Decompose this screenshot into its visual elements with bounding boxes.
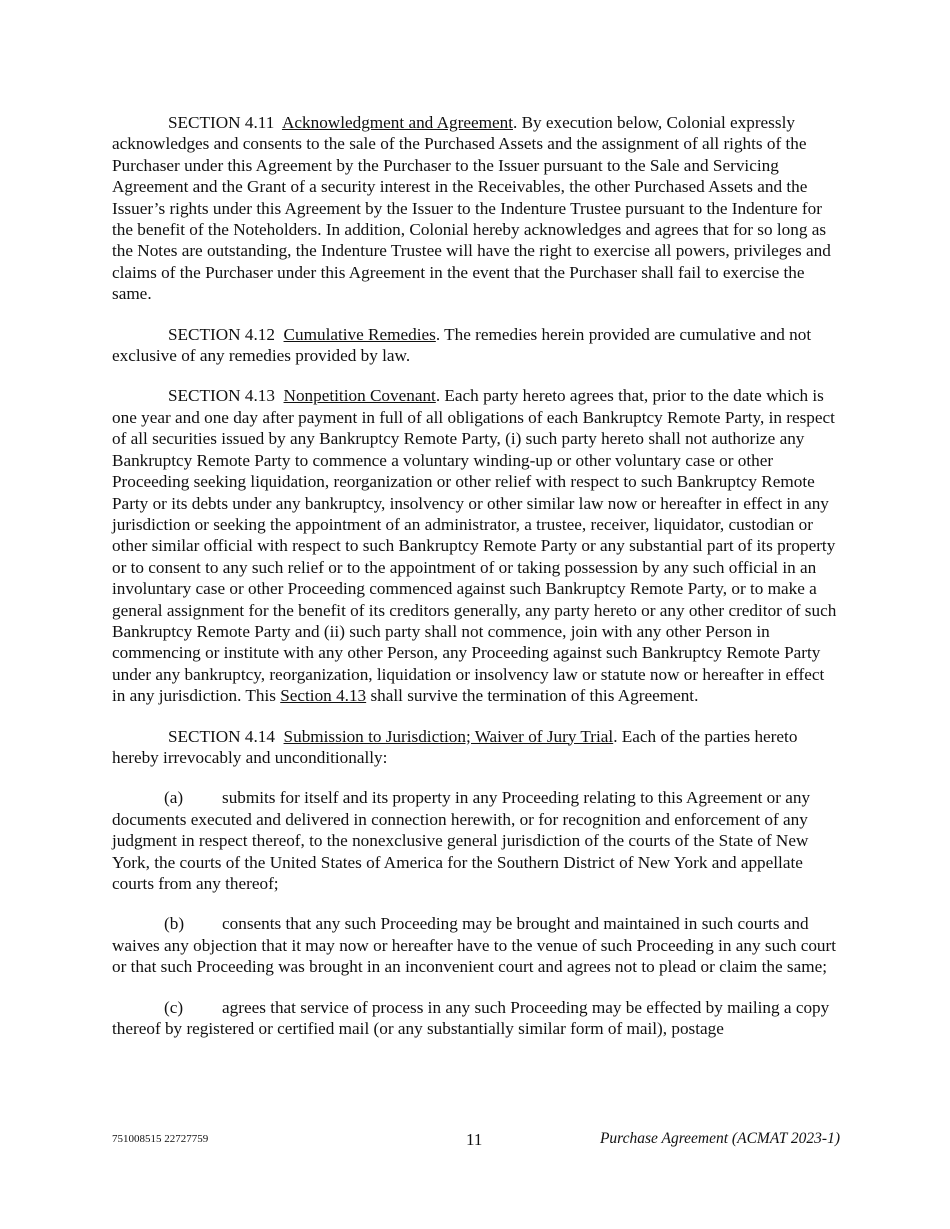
section-number: SECTION 4.14 [168,726,275,746]
document-title: Purchase Agreement (ACMAT 2023-1) [599,1130,840,1147]
document-id: 751008515 22727759 [112,1133,209,1145]
section-4-11 [112,112,840,305]
section-4-12 [112,324,840,367]
section-4-14 [112,726,840,769]
section-body: . Each party hereto agrees that, prior to the date which is one year and one day after payment in full of all obligations of each Bankruptcy Remote Party, in respect of all securities issued by any Bankruptcy Remote Party, (i) such party hereto shall not authorize any Bankruptcy Remote Party to commence a voluntary winding-up or other voluntary case or other Proceeding seeking liquidation, reorganization or other relief with respect to such Bankruptcy Remote Party or its debts under any bankruptcy, insolvency or other similar law now or hereafter in effect in any jurisdiction or seeking the appointment of an administrator, a trustee, receiver, liquidator, custodian or other similar official with respect to such Bankruptcy Remote Party or any substantial part of its property or to consent to any such relief or to the appointment of or taking possession by any such official in an involuntary case or other Proceeding commenced against such Bankruptcy Remote Party, or to make a general assignment for the benefit of its creditors generally, any party hereto or any other creditor of such Bankruptcy Remote Party and (ii) such party shall not commence, join with any other Person in commencing or institute with any other Person, any Proceeding against such Bankruptcy Remote Party under any bankruptcy, reorganization, liquidation or insolvency law or statute now or hereafter in effect in any jurisdiction. This [112,386,837,706]
page-number: 11 [466,1130,483,1149]
section-cross-reference: Section 4.13 [280,686,367,706]
section-4-13 [112,385,840,706]
page-footer [112,1130,840,1154]
document-page [112,112,840,1039]
list-item-label: (c) [164,997,184,1017]
section-title: Cumulative Remedies [283,324,436,344]
list-item-a [112,787,840,894]
list-item-b [112,913,840,977]
section-title: Nonpetition Covenant [283,386,436,406]
list-item-text: submits for itself and its property in any Proceeding relating to this Agreement or any documents executed and delivered in connection herewith, or for recognition and enforcement of any judgment in respect thereof, to the nonexclusive general jurisdiction of the courts of the State of New York, the courts of the United States of America for the Southern District of New York and appellate courts from any thereof; [112,788,811,893]
list-item-text: consents that any such Proceeding may be brought and maintained in such courts and waives any objection that it may now or hereafter have to the venue of such Proceeding in any such court or that such Proceeding was brought in an inconvenient court and agrees not to plead or claim the same; [112,914,837,977]
section-body: . The remedies herein provided are cumulative and not exclusive of any remedies provided by law. [112,324,812,366]
list-item-c [112,997,840,1040]
section-body: . Each of the parties hereto hereby irrevocably and unconditionally: [112,726,798,767]
section-body-end: shall survive the termination of this Agreement. [366,686,699,706]
list-item-text: agrees that service of process in any such Proceeding may be effected by mailing a copy thereof by registered or certified mail (or any substantially similar form of mail), postage [112,997,830,1039]
section-number: SECTION 4.11 [168,113,275,132]
list-item-label: (a) [164,788,184,808]
section-number: SECTION 4.13 [168,386,275,406]
section-body: . By execution below, Colonial expressly acknowledges and consents to the sale of the Purchased Assets and the assignment of all rights of the Purchaser under this Agreement by the Purchaser to the Issuer pursuant to the Sale and Servicing Agreement and the Grant of a security interest in the Receivables, the other Purchased Assets and the Issuer’s rights under this Agreement by the Issuer to the Indenture Trustee pursuant to the Indenture for the benefit of the Noteholders. In addition, Colonial hereby acknowledges and agrees that for so long as the Notes are outstanding, the Indenture Trustee will have the right to exercise all powers, privileges and claims of the Purchaser under this Agreement in the event that the Purchaser shall fail to exercise the same. [112,113,831,304]
section-title: Submission to Jurisdiction; Waiver of Jury Trial [283,726,614,746]
section-title: Acknowledgment and Agreement [281,113,513,132]
section-number: SECTION 4.12 [168,324,275,344]
list-item-label: (b) [164,914,185,934]
